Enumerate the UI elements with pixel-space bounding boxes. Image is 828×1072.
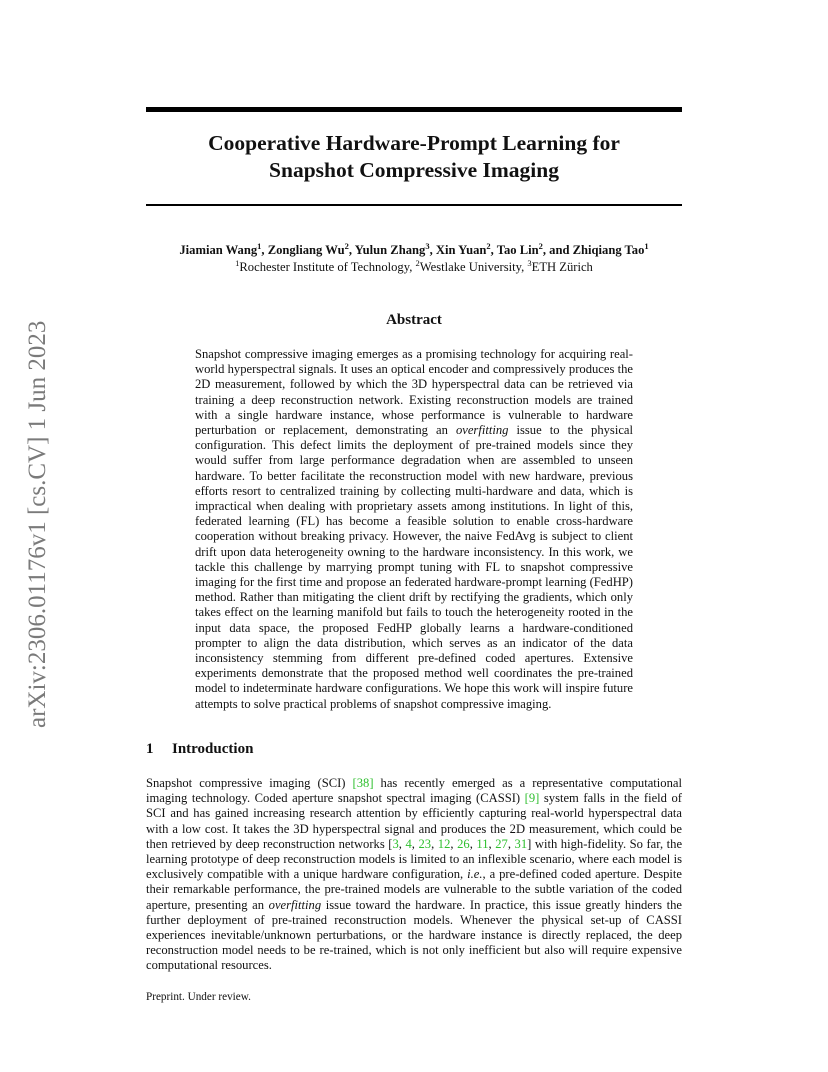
- abstract-heading: Abstract: [386, 312, 442, 328]
- author-separator: , and: [542, 243, 573, 257]
- author-name: Zhiqiang Tao: [572, 243, 645, 257]
- affiliation-mark: 3: [527, 257, 532, 268]
- intro-text: system falls in the field of SCI and has gained increasing research attention by efficiently capturing real-world hyperspectral data with a low cost. It takes the 3D hyperspectral signal and produces the 2D measurement, which could be then retrieved by deep reconstruction networks [: [146, 791, 682, 851]
- affiliation-list: [146, 259, 682, 276]
- author-separator: ,: [490, 243, 497, 257]
- affiliation-name: ETH Zürich: [531, 260, 593, 274]
- author-list: [146, 242, 682, 259]
- citation-link[interactable]: 31: [514, 836, 528, 851]
- arxiv-identifier-stamp: arXiv:2306.01176v1 [cs.CV] 1 Jun 2023: [24, 320, 51, 728]
- title-bottom-rule: [146, 204, 682, 206]
- author-affiliation-mark: 3: [425, 240, 430, 251]
- intro-emphasis: i.e.: [467, 867, 483, 882]
- paper-title-line-2: Snapshot Compressive Imaging: [269, 158, 559, 182]
- citation-link[interactable]: 12: [437, 836, 451, 851]
- author-name: Zongliang Wu: [267, 243, 345, 257]
- section-number: 1: [146, 741, 154, 757]
- author-affiliation-mark: 1: [257, 240, 262, 251]
- author-separator: ,: [429, 243, 436, 257]
- author-affiliation-mark: 2: [344, 240, 349, 251]
- affiliation-mark: 1: [235, 257, 240, 268]
- abstract-text-part: issue to the physical configuration. This defect limits the deployment of pre-trained models since they would suffer from large performance degradation when are assembled to unseen hardware. To better facilitate the reconstruction model with new hardware, previous efforts resort to centralized training by collecting multi-hardware and data, which is impractical when dealing with proprietary assets among institutions. In light of this, federated learning (FL) has become a feasible solution to enable cross-hardware cooperation without breaking privacy. However, the naive FedAvg is subject to client drift upon data heterogeneity owning to the hardware inconsistency. In this work, we tackle this challenge by marrying prompt tuning with FL to snapshot compressive imaging for the first time and propose an federated hardware-prompt learning (FedHP) method. Rather than mitigating the client drift by rectifying the gradients, which only takes effect on the learning manifold but fails to touch the heterogeneity rooted in the input data space, the proposed FedHP globally learns a hardware-conditioned prompter to align the data distribution, which serves as an indicator of the data inconsistency stemming from different pre-defined coded apertures. Extensive experiments demonstrate that the proposed method well coordinates the pre-trained model to indeterminate hardware configurations. We hope this work will inspire future attempts to solve practical problems of snapshot compressive imaging.: [195, 423, 633, 711]
- abstract-text: [195, 347, 633, 712]
- citation-link[interactable]: [9]: [524, 791, 540, 806]
- author-name: Xin Yuan: [435, 243, 487, 257]
- abstract-text-part: Snapshot compressive imaging emerges as a promising technology for acquiring real-world hyperspectral signals. It uses an optical encoder and compressively produces the 2D measurement, followed by which the 3D hyperspectral data can be retrieved via training a deep reconstruction network. Existing reconstruction models are trained with a single hardware instance, whose performance is vulnerable to hardware perturbation or replacement, demonstrating an: [195, 347, 633, 438]
- author-separator: ,: [261, 243, 268, 257]
- affiliation-name: Westlake University,: [419, 260, 528, 274]
- paper-title-line-1: Cooperative Hardware-Prompt Learning for: [208, 131, 620, 155]
- author-separator: ,: [348, 243, 355, 257]
- author-name: Yulun Zhang: [354, 243, 426, 257]
- section-heading-introduction: [146, 741, 546, 758]
- affiliation-name: Rochester Institute of Technology,: [239, 260, 416, 274]
- citation-link[interactable]: 27: [495, 836, 508, 851]
- citation-link[interactable]: [38]: [352, 776, 374, 790]
- affiliation-mark: 2: [415, 257, 420, 268]
- intro-text: has recently emerged as a representative computational imaging technology. Coded aperture snapshot spectral imaging (CASSI): [146, 776, 682, 806]
- citation-link[interactable]: 3: [392, 836, 399, 851]
- preprint-footer: Preprint. Under review.: [146, 991, 251, 1003]
- intro-text: ] with high-fidelity. So far, the learning prototype of deep reconstruction models is limited to an inflexible scenario, where each model is exclusively compatible with a unique hardware configuration,: [146, 836, 683, 882]
- section-title: Introduction: [172, 741, 254, 757]
- author-name: Jiamian Wang: [179, 243, 258, 257]
- author-affiliation-mark: 1: [644, 240, 649, 251]
- introduction-paragraph: Snapshot compressive imaging (SCI) [38] has recently emerged as a representative computational imaging technology. Coded aperture snapshot spectral imaging (CASSI) [9] system falls in the field of SCI and has gained increasing research attention by efficiently capturing real-world hyperspectral data with a low cost. It takes the 3D hyperspectral signal and produces the 2D measurement, which could be then retrieved by deep reconstruction networks [3, 4, 23, 12, 26, 11, 27, 31] with high-fidelity. So far, the learning prototype of deep reconstruction models is limited to an inflexible scenario, where each model is exclusively compatible with a unique hardware configuration, i.e., a pre-defined coded aperture. Despite their remarkable performance, the pre-trained models are vulnerable to the subtle variation of the coded aperture, presenting an overfitting issue toward the hardware. In practice, this issue greatly hinders the further deployment of pre-trained reconstruction models. Whenever the physical set-up of CASSI experiences inevitable/unknown perturbations, or the hardware instance is directly replaced, the deep reconstruction model needs to be re-trained, which is not only inefficient but also will require expensive computational resources.: [146, 776, 683, 973]
- author-affiliation-mark: 2: [538, 240, 543, 251]
- author-name: Tao Lin: [496, 243, 539, 257]
- abstract-emphasis: overfitting: [455, 423, 509, 438]
- author-affiliation-mark: 2: [486, 240, 491, 251]
- citation-link[interactable]: 11: [476, 836, 489, 851]
- intro-text: , a pre-defined coded aperture. Despite their remarkable performance, the pre-trained models are vulnerable to the subtle variation of the coded aperture, presenting an: [146, 867, 682, 912]
- intro-emphasis: overfitting: [268, 897, 322, 912]
- author-block: [146, 242, 682, 276]
- citation-link[interactable]: 23: [418, 836, 432, 851]
- intro-text: issue toward the hardware. In practice, this issue greatly hinders the further deployment of pre-trained reconstruction models. Whenever the physical set-up of CASSI experiences inevitable/unknown perturbations, or the hardware instance is directly replaced, the deep reconstruction model needs to be re-trained, which is not only inefficient but also will require expensive computational resources.: [146, 897, 682, 973]
- paper-title: [146, 130, 682, 184]
- citation-link[interactable]: 4: [405, 836, 412, 851]
- title-top-rule: [146, 107, 682, 112]
- intro-text: Snapshot compressive imaging (SCI): [146, 776, 353, 790]
- citation-link[interactable]: 26: [457, 836, 470, 851]
